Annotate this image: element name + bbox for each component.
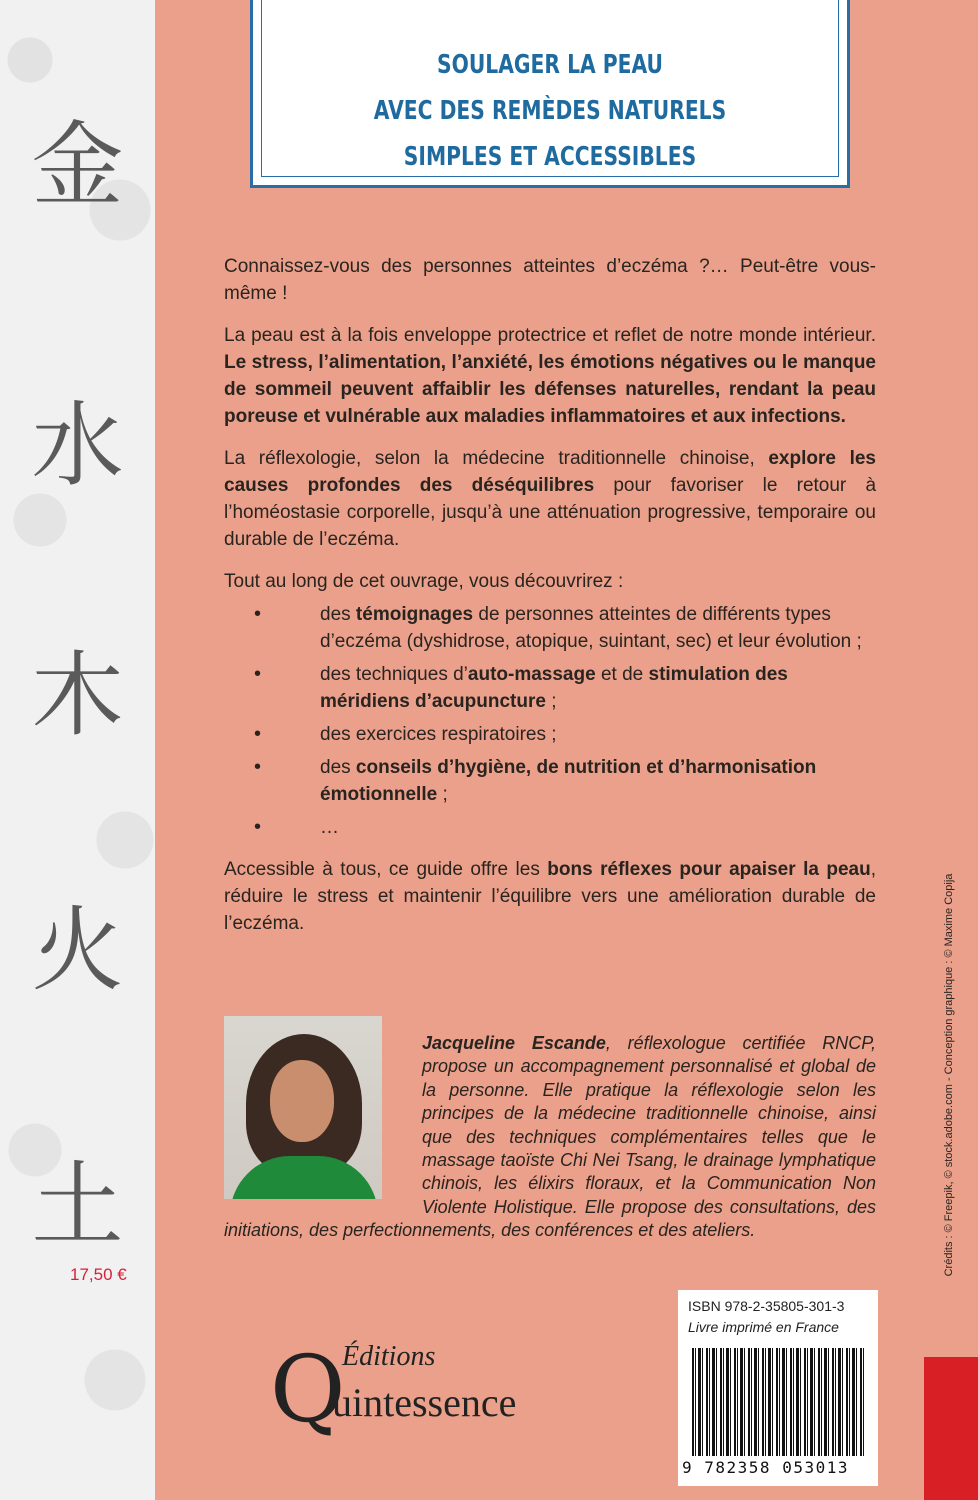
reflexology-paragraph bbox=[224, 445, 876, 553]
reflexology-emphasis: explore les causes profondes des déséquilibres bbox=[224, 448, 876, 496]
isbn-number: ISBN 978-2-35805-301-3 bbox=[688, 1298, 845, 1314]
reflexology-text-2: pour favoriser le retour à l’homéostasie corporelle, jusqu’à une atténuation progressive, temporaire ou durable de l’eczéma. bbox=[224, 475, 877, 550]
barcode-digits: 9 782358 053013 bbox=[682, 1458, 849, 1477]
chinese-character-metal: 金 bbox=[31, 112, 124, 219]
back-cover-text bbox=[224, 253, 876, 952]
logo-editions: Éditions bbox=[342, 1341, 436, 1372]
list-text: … bbox=[320, 817, 339, 838]
list-text: des bbox=[320, 757, 356, 778]
list-emphasis: conseils d’hygiène, de nutrition et d’harmonisation émotionnelle bbox=[320, 757, 817, 805]
conclusion-paragraph bbox=[224, 856, 876, 937]
banner-title-line-3: SIMPLES ET ACCESSIBLES bbox=[403, 142, 697, 172]
logo-quintessence: uintessence bbox=[332, 1380, 517, 1425]
chinese-character-wood: 木 bbox=[31, 642, 124, 749]
credits-text: Crédits : © Freepik, © stock.adobe.com - Conception graphique : © Maxime Copija bbox=[943, 873, 955, 1277]
printed-in-france: Livre imprimé en France bbox=[688, 1319, 839, 1335]
list-emphasis: stimulation des méridiens d’acupuncture bbox=[320, 664, 788, 712]
list-text: des exercices respiratoires ; bbox=[320, 724, 557, 745]
list-item-advice bbox=[320, 754, 876, 808]
header-banner bbox=[250, 0, 850, 188]
list-text: des techniques d’ bbox=[320, 664, 468, 685]
list-item-testimonials bbox=[320, 601, 876, 655]
contents-list bbox=[224, 601, 876, 841]
list-text: et de bbox=[595, 664, 649, 685]
logo-q-letter: Q bbox=[270, 1336, 346, 1443]
list-text: des bbox=[320, 604, 356, 625]
list-item-breathing bbox=[320, 721, 876, 748]
list-text: ; bbox=[545, 691, 557, 712]
banner-title-line-2: AVEC DES REMÈDES NATURELS bbox=[373, 96, 727, 126]
skin-paragraph-emphasis: Le stress, l’alimentation, l’anxiété, les émotions négatives ou le manque de sommeil peuvent affaiblir les défenses naturelles, rendant la peau poreuse et vulnérable aux maladies inflammatoires et aux infections. bbox=[224, 352, 876, 427]
red-edge-bar bbox=[924, 1357, 978, 1500]
reflexology-text-1: La réflexologie, selon la médecine traditionnelle chinoise, bbox=[224, 448, 769, 469]
conclusion-text-2: , réduire le stress et maintenir l’équilibre vers une amélioration durable de l’eczéma. bbox=[224, 859, 876, 934]
photo-spacer bbox=[224, 1032, 422, 1204]
author-name: Jacqueline Escande bbox=[422, 1033, 606, 1053]
author-bio-text: , réflexologue certifiée RNCP, propose un accompagnement personnalisé et global de la personne. Elle pratique la réflexologie selon les principes de la médecine traditionnelle chinoise, ainsi que des techniques complémentaires telles que le massage taoïste Chi Nei Tsang, le drainage lymphatique chinois, les élixirs floraux, et la Communication Non Violente Holistique. Elle propose des consultations, des initiations, des perfectionnements, des conférences et des ateliers. bbox=[224, 1033, 876, 1241]
list-text: de personnes atteintes de différents types d’eczéma (dyshidrose, atopique, suintant, sec) et leur évolution ; bbox=[320, 604, 862, 652]
list-text: ; bbox=[437, 784, 448, 805]
isbn-barcode-box bbox=[678, 1290, 878, 1486]
list-item-ellipsis bbox=[320, 814, 876, 841]
publisher-logo bbox=[270, 1335, 570, 1445]
banner-title bbox=[318, 42, 781, 180]
list-item-self-massage bbox=[320, 661, 876, 715]
chinese-character-fire: 火 bbox=[31, 897, 124, 1004]
author-bio bbox=[224, 1032, 876, 1243]
skin-paragraph bbox=[224, 322, 876, 430]
decorative-side-column bbox=[0, 0, 155, 1500]
conclusion-emphasis: bons réflexes pour apaiser la peau bbox=[547, 859, 871, 880]
price-label: 17,50 € bbox=[70, 1265, 127, 1284]
chinese-character-water: 水 bbox=[31, 392, 124, 499]
intro-paragraph: Connaissez-vous des personnes atteintes d’eczéma ?… Peut-être vous-même ! bbox=[224, 256, 876, 304]
contents-intro: Tout au long de cet ouvrage, vous découvrirez : bbox=[224, 571, 624, 592]
banner-title-line-1: SOULAGER LA PEAU bbox=[436, 50, 664, 80]
skin-paragraph-text: La peau est à la fois enveloppe protectrice et reflet de notre monde intérieur. bbox=[224, 325, 876, 346]
credits-vertical bbox=[931, 810, 967, 1340]
conclusion-text-1: Accessible à tous, ce guide offre les bbox=[224, 859, 548, 880]
list-emphasis: auto-massage bbox=[467, 664, 596, 685]
list-emphasis: témoignages bbox=[355, 604, 474, 625]
chinese-character-earth: 土 bbox=[31, 1152, 124, 1259]
barcode bbox=[692, 1348, 864, 1456]
